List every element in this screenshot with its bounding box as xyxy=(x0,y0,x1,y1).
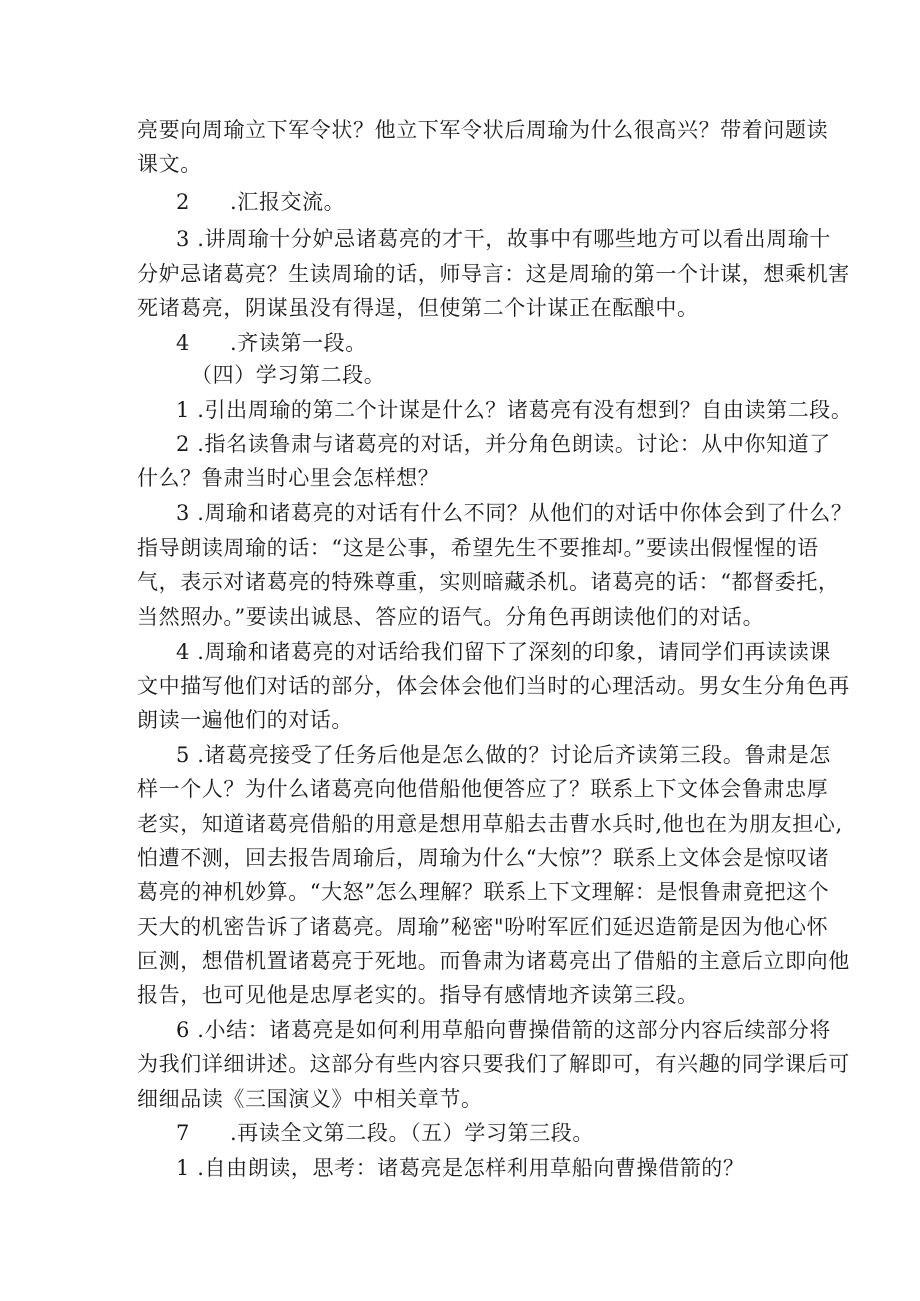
list-item-4 xyxy=(176,327,367,359)
paragraph-line: 当然照办。”要读出诚恳、答应的语气。分角色再朗读他们的对话。 xyxy=(137,605,765,629)
list-number: 2 xyxy=(176,190,190,214)
list-item-text: .汇报交流。 xyxy=(230,190,346,214)
paragraph-line: 亮要向周瑜立下军令状？他立下军令状后周瑜为什么很高兴？带着问题读 xyxy=(137,118,829,142)
paragraph-line: 怕遭不测，回去报告周瑜后，周瑜为什么“大惊”？联系上文体会是惊叹诸 xyxy=(137,846,830,870)
paragraph-line: 叵测，想借机置诸葛亮于死地。而鲁肃为诸葛亮出了借船的主意后立即向他 xyxy=(137,949,850,973)
list-item-7 xyxy=(176,1117,594,1149)
paragraph-line: 2 .指名读鲁肃与诸葛亮的对话，并分角色朗读。讨论：从中你知道了 xyxy=(176,432,831,456)
list-number: 7 xyxy=(176,1121,190,1145)
paragraph-line: 天大的机密告诉了诸葛亮。周瑜”秘密"吩咐军匠们延迟造箭是因为他心怀 xyxy=(137,915,829,939)
list-item-text: .再读全文第二段。（五）学习第三段。 xyxy=(230,1121,594,1145)
paragraph-line: 报告，也可见他是忠厚老实的。指导有感情地齐读第三段。 xyxy=(137,983,699,1007)
paragraph-line: 指导朗读周瑜的话：“这是公事，希望先生不要推却。”要读出假惺惺的语 xyxy=(137,536,819,560)
paragraph-line: 课文。 xyxy=(137,152,202,176)
paragraph-line: 1 .引出周瑜的第二个计谋是什么？诸葛亮有没有想到？自由读第二段。 xyxy=(176,398,853,422)
paragraph-line: 细细品读《三国演义》中相关章节。 xyxy=(137,1087,483,1111)
list-item-2 xyxy=(176,186,345,218)
paragraph-line: 为我们详细讲述。这部分有些内容只要我们了解即可，有兴趣的同学课后可 xyxy=(137,1052,850,1076)
paragraph-line: 文中描写他们对话的部分，体会体会他们当时的心理活动。男女生分角色再 xyxy=(137,674,850,698)
paragraph-line: 1 .自由朗读，思考：诸葛亮是怎样利用草船向曹操借箭的？ xyxy=(176,1156,745,1180)
paragraph-line: 老实，知道诸葛亮借船的用意是想用草船去击曹水兵时,他也在为朋友担心, xyxy=(137,812,843,836)
paragraph-line: 葛亮的神机妙算。“大怒”怎么理解？联系上下文理解：是恨鲁肃竟把这个 xyxy=(137,880,830,904)
list-number: 4 xyxy=(176,331,190,355)
paragraph-line: 6 .小结：诸葛亮是如何利用草船向曹操借箭的这部分内容后续部分将 xyxy=(176,1018,831,1042)
paragraph-line: 样一个人？为什么诸葛亮向他借船他便答应了？联系上下文体会鲁肃忠厚 xyxy=(137,777,829,801)
paragraph-line: 死诸葛亮，阴谋虽没有得逞，但使第二个计谋正在酝酿中。 xyxy=(137,296,699,320)
paragraph-line: 气，表示对诸葛亮的特殊尊重，实则暗藏杀机。诸葛亮的话：“都督委托， xyxy=(137,570,840,594)
section-heading: （四）学习第二段。 xyxy=(191,363,386,387)
paragraph-line: 3 .讲周瑜十分妒忌诸葛亮的才干，故事中有哪些地方可以看出周瑜十 xyxy=(176,227,831,251)
paragraph-line: 分妒忌诸葛亮？生读周瑜的话，师导言：这是周瑜的第一个计谋，想乘机害 xyxy=(137,262,850,286)
paragraph-line: 什么？鲁肃当时心里会怎样想？ xyxy=(137,466,440,490)
list-item-text: .齐读第一段。 xyxy=(230,331,367,355)
paragraph-line: 朗读一遍他们的对话。 xyxy=(137,708,353,732)
paragraph-line: 3 .周瑜和诸葛亮的对话有什么不同？从他们的对话中你体会到了什么？ xyxy=(176,501,853,525)
paragraph-line: 4 .周瑜和诸葛亮的对话给我们留下了深刻的印象，请同学们再读读课 xyxy=(176,640,831,664)
paragraph-line: 5 .诸葛亮接受了任务后他是怎么做的？讨论后齐读第三段。鲁肃是怎 xyxy=(176,743,831,767)
